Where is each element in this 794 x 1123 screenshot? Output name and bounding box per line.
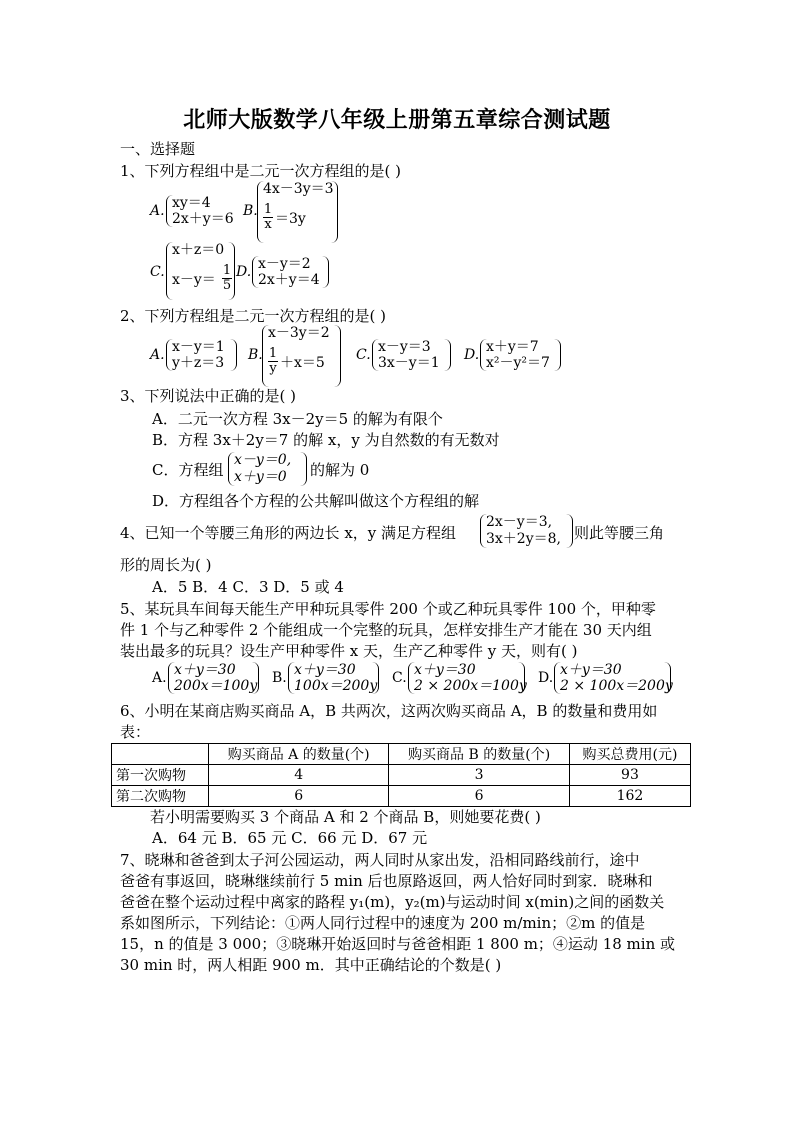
table-header-cell: 购买商品 A 的数量(个): [209, 744, 389, 765]
table-header-cell: 购买总费用(元): [569, 744, 690, 765]
question-7-line2: 爸爸有事返回，晓琳继续前行 5 min 后也原路返回，两人恰好同时到家．晓琳和: [120, 872, 653, 890]
option-label: A.: [152, 670, 167, 686]
equation-line: 2 × 100x＝200y: [560, 678, 673, 694]
equation-line: x＋z＝0: [172, 242, 225, 258]
equation-line: x＋y＝30: [174, 662, 236, 678]
equation-line: y＋z＝3: [172, 355, 225, 371]
question-7-line6: 30 min 时，两人相距 900 m．其中正确结论的个数是( ): [120, 956, 502, 974]
equation-line: ＋x＝5: [280, 355, 325, 371]
right-brace: [372, 662, 379, 694]
equation-line: 2x＋y＝4: [258, 272, 320, 288]
q4-options: A．5 B．4 C．3 D．5 或 4: [152, 578, 344, 596]
question-2-stem: 2、下列方程组是二元一次方程组的是( ): [120, 307, 387, 325]
equation-line: x－y＝: [172, 272, 216, 288]
numerator: 1: [263, 202, 273, 217]
question-4-stem-line2: 形的周长为( ): [120, 556, 212, 574]
right-brace: [554, 339, 561, 371]
equation-line: x－3y＝2: [268, 325, 330, 341]
q6-followup: 若小明需要购买 3 个商品 A 和 2 个商品 B，则她要花费( ): [150, 808, 541, 826]
right-brace: [322, 256, 329, 288]
right-brace: [228, 242, 235, 300]
denominator: x: [264, 217, 272, 232]
table-cell: 6: [389, 786, 570, 807]
table-cell: 4: [209, 765, 389, 786]
table-row: [112, 765, 691, 786]
fraction: [268, 347, 278, 376]
right-brace: [444, 339, 451, 371]
denominator: y: [269, 361, 277, 376]
numerator: 1: [268, 346, 278, 361]
equation-line: x＋y＝30: [294, 662, 356, 678]
question-5-line2: 件 1 个与乙种零件 2 个能组成一个完整的玩具，怎样安排生产才能在 30 天内组: [120, 621, 652, 639]
question-7-line3: 爸爸在整个运动过程中离家的路程 y₁(m)，y₂(m)与运动时间 x(min)之间的函数关: [120, 893, 665, 911]
equation-line: ＝3y: [275, 211, 306, 227]
equation-line: 3x＋2y＝8,: [486, 531, 561, 547]
question-6-line2: 表：: [120, 723, 151, 741]
option-label: A.: [150, 203, 165, 219]
table-cell: 162: [569, 786, 690, 807]
equation-line: 3x－y＝1: [378, 355, 440, 371]
question-7-line5: 15，n 的值是 3 000；③晓琳开始返回时与爸爸相距 1 800 m；④运动 18 min 或: [120, 935, 676, 953]
question-4-stem: 4、已知一个等腰三角形的两边长 x，y 满足方程组: [120, 524, 457, 542]
table-header-cell: [112, 744, 209, 765]
denominator: 5: [222, 278, 232, 293]
table-cell: 6: [209, 786, 389, 807]
equation-line: x＋y＝30: [414, 662, 476, 678]
option-label: B.: [272, 670, 287, 686]
right-brace: [230, 339, 237, 371]
option-label: B.: [243, 203, 258, 219]
table-cell: 93: [569, 765, 690, 786]
right-brace: [334, 325, 341, 387]
page-title: 北师大版数学八年级上册第五章综合测试题: [183, 107, 611, 133]
equation-line: 2x－y＝3,: [486, 514, 553, 530]
equation-line: xy＝4: [172, 195, 211, 211]
question-6-line1: 6、小明在某商店购买商品 A，B 共两次，这两次购买商品 A，B 的数量和费用如: [120, 702, 658, 720]
q3-option-a: A．二元一次方程 3x－2y＝5 的解为有限个: [152, 410, 443, 428]
section-heading: 一、选择题: [120, 140, 196, 158]
equation-line: x－y＝3: [378, 339, 431, 355]
numerator: 1: [222, 263, 232, 278]
equation-line: x＋y＝0: [234, 469, 287, 485]
equation-line: x－y＝2: [258, 256, 311, 272]
question-7-line4: 系如图所示，下列结论：①两人同行过程中的速度为 200 m/min；②m 的值是: [120, 914, 646, 932]
right-brace: [518, 662, 525, 694]
question-7-line1: 7、晓琳和爸爸到太子河公园运动，两人同时从家出发，沿相同路线前行，途中: [120, 851, 640, 869]
equation-line: 2 × 200x＝100y: [414, 678, 527, 694]
question-1-stem: 1、下列方程组中是二元一次方程组的是( ): [120, 162, 402, 180]
question-5-line3: 装出最多的玩具？设生产甲种零件 x 天，生产乙种零件 y 天，则有( ): [120, 642, 578, 660]
equation-line: x－y＝1: [172, 339, 225, 355]
right-brace: [664, 662, 671, 694]
option-label: D.: [464, 347, 480, 363]
option-label: D.: [538, 670, 554, 686]
option-label: A.: [150, 347, 165, 363]
option-label: D.: [236, 264, 252, 280]
equation-line: x－y＝0,: [234, 452, 292, 468]
q3-option-d: D．方程组各个方程的公共解叫做这个方程组的解: [152, 492, 480, 510]
table-cell: 第二次购物: [112, 786, 209, 807]
equation-line: 200x＝100y: [174, 678, 258, 694]
right-brace: [331, 181, 338, 243]
q3-option-c-suffix: 的解为 0: [310, 461, 370, 479]
right-brace: [252, 662, 259, 694]
option-label: B.: [248, 347, 263, 363]
table-cell: 第一次购物: [112, 765, 209, 786]
table-cell: 3: [389, 765, 570, 786]
question-5-line1: 5、某玩具车间每天能生产甲种玩具零件 200 个或乙种玩具零件 100 个，甲种零: [120, 600, 656, 618]
right-brace: [300, 452, 307, 486]
equation-line: 2x＋y＝6: [172, 211, 234, 227]
table-header-cell: 购买商品 B 的数量(个): [389, 744, 570, 765]
purchase-table: [111, 743, 691, 807]
question-3-stem: 3、下列说法中正确的是( ): [120, 387, 297, 405]
equation-line: 100x＝200y: [294, 678, 378, 694]
option-label: C.: [356, 347, 371, 363]
equation-line: x＋y＝7: [486, 339, 539, 355]
q3-option-c-prefix: C．方程组: [152, 461, 224, 479]
table-row: [112, 786, 691, 807]
table-header-row: [112, 744, 691, 765]
equation-line: 4x－3y＝3: [263, 181, 334, 197]
fraction: [263, 203, 273, 232]
equation-line: x＋y＝30: [560, 662, 622, 678]
equation-line: x²－y²＝7: [486, 355, 550, 371]
q6-options: A．64 元 B．65 元 C．66 元 D．67 元: [152, 829, 428, 847]
option-label: C.: [392, 670, 407, 686]
right-brace: [566, 514, 573, 548]
question-4-stem-end: 则此等腰三角: [574, 524, 665, 542]
option-label: C.: [150, 264, 165, 280]
q3-option-b: B．方程 3x＋2y＝7 的解 x，y 为自然数的有无数对: [152, 431, 500, 449]
